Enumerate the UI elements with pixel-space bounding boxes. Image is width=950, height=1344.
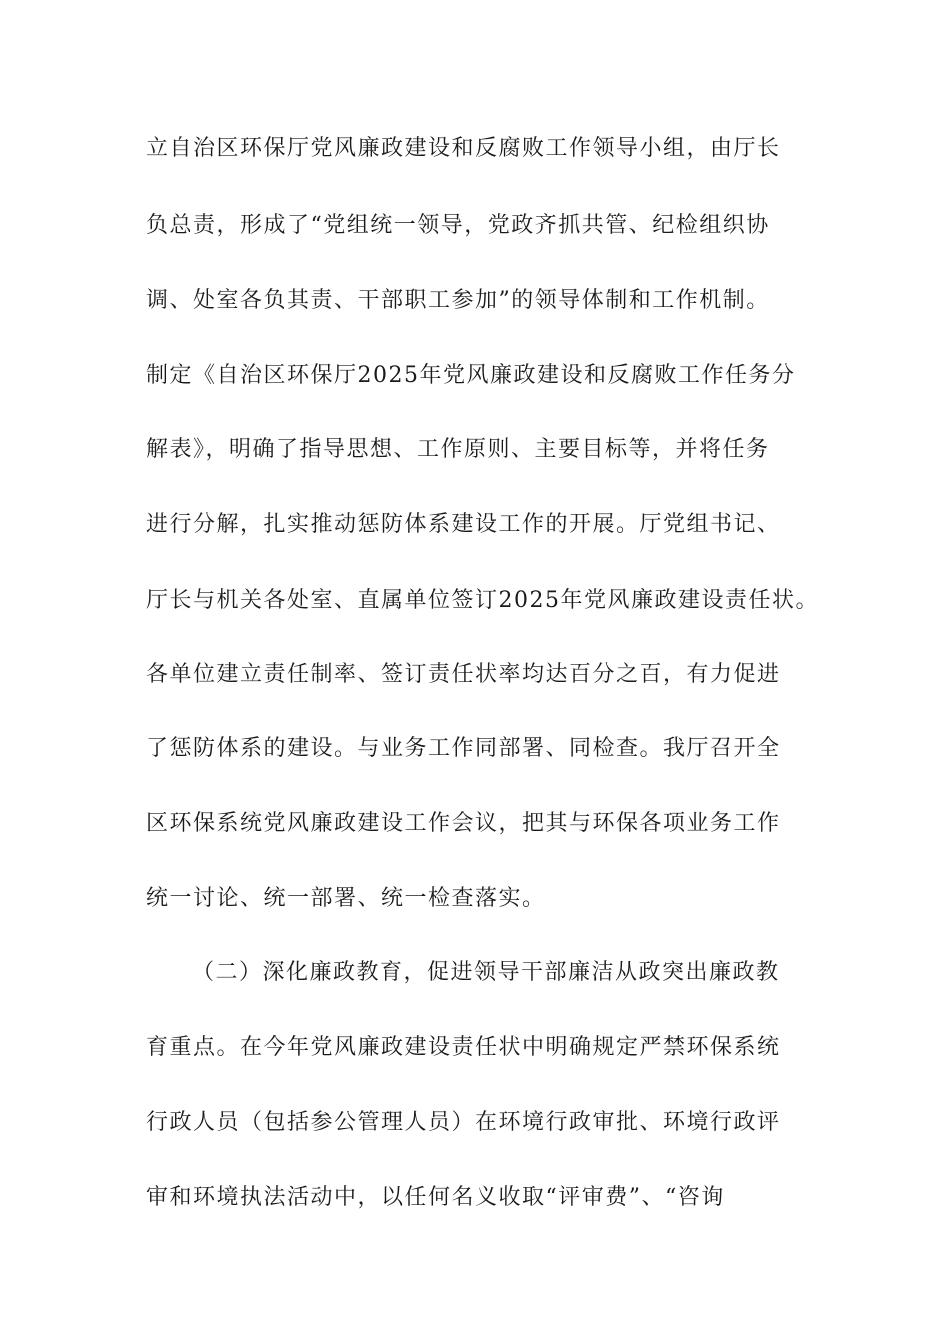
text-line: 进行分解，扎实推动惩防体系建设工作的开展。厅党组书记、	[146, 512, 781, 537]
section-heading-line: （二）深化廉政教育，促进领导干部廉洁从政突出廉政教	[192, 960, 780, 985]
text-line: 负总责，形成了“党组统一领导，党政齐抓共管、纪检组织协	[146, 213, 770, 238]
text-line: 了惩防体系的建设。与业务工作同部署、同检查。我厅召开全	[146, 736, 781, 761]
text-line: 育重点。在今年党风廉政建设责任状中明确规定严禁环保系统	[146, 1035, 781, 1060]
text-line: 调、处室各负其责、干部职工参加”的领导体制和工作机制。	[146, 288, 770, 313]
text-line: 各单位建立责任制率、签订责任状率均达百分之百，有力促进	[146, 662, 781, 687]
text-line: 审和环境执法活动中，以任何名义收取“评审费”、“咨询	[146, 1185, 725, 1210]
text-line: 解表》，明确了指导思想、工作原则、主要目标等，并将任务	[146, 437, 770, 462]
text-line: 行政人员（包括参公管理人员）在环境行政审批、环境行政评	[146, 1110, 781, 1135]
text-line: 立自治区环保厅党风廉政建设和反腐败工作领导小组，由厅长	[146, 136, 781, 161]
text-line: 制定《自治区环保厅2025年党风廉政建设和反腐败工作任务分	[146, 363, 796, 388]
text-line: 厅长与机关各处室、直属单位签订2025年党风廉政建设责任状。	[146, 588, 819, 613]
text-line: 区环保系统党风廉政建设工作会议，把其与环保各项业务工作	[146, 811, 781, 836]
text-line: 统一讨论、统一部署、统一检查落实。	[146, 886, 546, 911]
